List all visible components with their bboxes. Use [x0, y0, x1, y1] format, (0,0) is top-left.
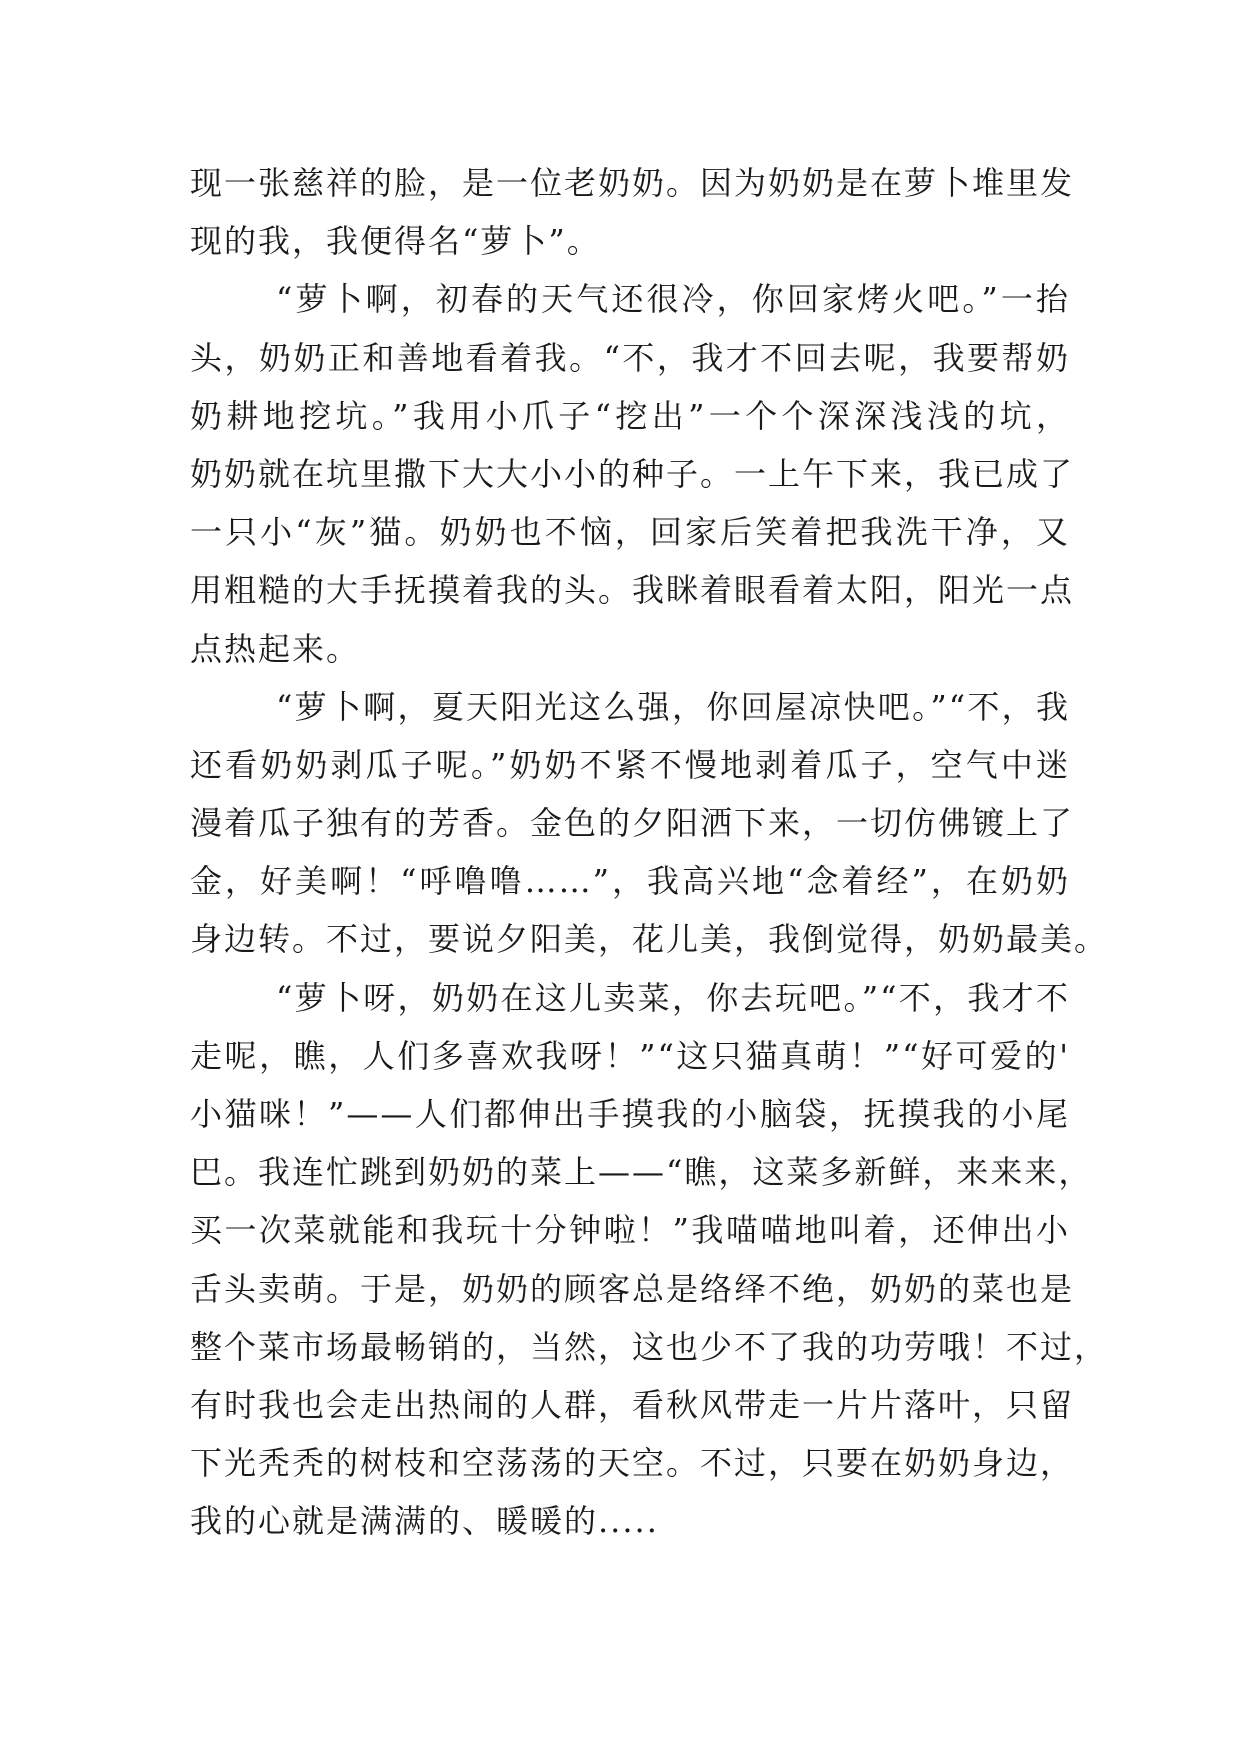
- text-line: 一只小“灰”猫。奶奶也不恼，回家后笑着把我洗干净，又: [190, 513, 1070, 552]
- text-line: 漫着瓜子独有的芳香。金色的夕阳洒下来，一切仿佛镀上了: [190, 804, 1075, 843]
- text-line: 身边转。不过，要说夕阳美，花儿美，我倒觉得，奶奶最美。: [190, 920, 1109, 959]
- text-line: 现的我，我便得名“萝卜”。: [190, 222, 601, 261]
- text-line: 整个菜市场最畅销的，当然，这也少不了我的功劳哦！不过，: [190, 1327, 1109, 1366]
- text-line: 奶奶就在坑里撒下大大小小的种子。一上午下来，我已成了: [190, 454, 1075, 493]
- text-line: 用粗糙的大手抚摸着我的头。我眯着眼看着太阳，阳光一点: [190, 571, 1075, 610]
- text-line: 现一张慈祥的脸，是一位老奶奶。因为奶奶是在萝卜堆里发: [190, 164, 1075, 202]
- text-line: “萝卜啊，夏天阳光这么强，你回屋凉快吧。”“不，我: [276, 687, 1070, 726]
- text-line: 走呢，瞧，人们多喜欢我呀！”“这只猫真萌！”“好可爱的': [190, 1036, 1070, 1075]
- body-text: [190, 154, 1109, 1551]
- text-line: 头，奶奶正和善地看着我。“不，我才不回去呢，我要帮奶: [190, 338, 1070, 377]
- text-line: 买一次菜就能和我玩十分钟啦！”我喵喵地叫着，还伸出小: [190, 1211, 1070, 1250]
- text-line: 还看奶奶剥瓜子呢。”奶奶不紧不慢地剥着瓜子，空气中迷: [190, 745, 1070, 784]
- text-line: 我的心就是满满的、暖暖的.....: [190, 1502, 659, 1541]
- text-line: 舌头卖萌。于是，奶奶的顾客总是络绎不绝，奶奶的菜也是: [190, 1269, 1075, 1308]
- text-line: 金，好美啊！“呼噜噜……”，我高兴地“念着经”，在奶奶: [190, 862, 1070, 901]
- text-line: 有时我也会走出热闹的人群，看秋风带走一片片落叶，只留: [190, 1385, 1075, 1424]
- text-line: 小猫咪！”——人们都伸出手摸我的小脑袋，抚摸我的小尾: [190, 1095, 1070, 1133]
- text-line: 奶耕地挖坑。”我用小爪子“挖出”一个个深深浅浅的坑，: [190, 396, 1070, 435]
- text-line: “萝卜啊，初春的天气还很冷，你回家烤火吧。”一抬: [276, 280, 1070, 319]
- text-line: 巴。我连忙跳到奶奶的菜上——“瞧，这菜多新鲜，来来来，: [190, 1153, 1093, 1192]
- text-line: 点热起来。: [190, 629, 361, 668]
- text-line: 下光秃秃的树枝和空荡荡的天空。不过，只要在奶奶身边，: [190, 1444, 1075, 1483]
- text-line: “萝卜呀，奶奶在这儿卖菜，你去玩吧。”“不，我才不: [276, 978, 1070, 1017]
